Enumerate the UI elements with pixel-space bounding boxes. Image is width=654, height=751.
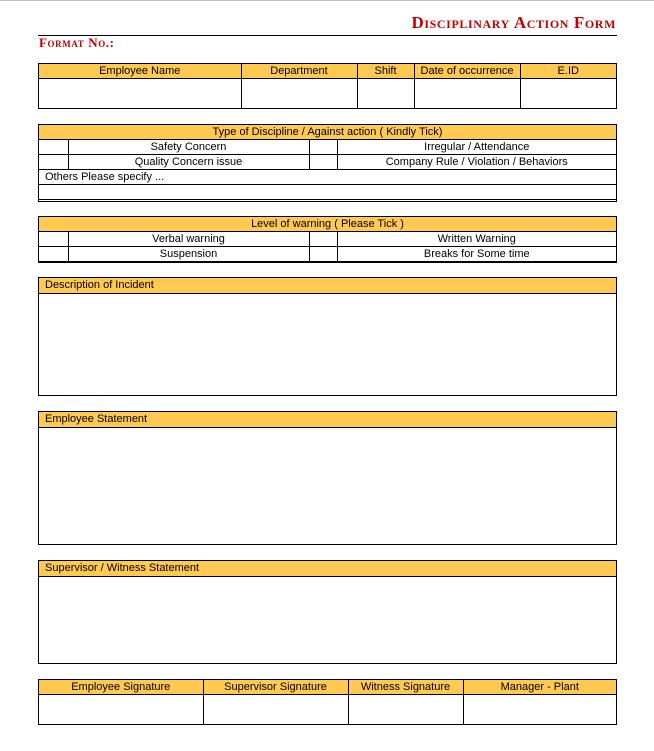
written-warning-label: Written Warning (337, 232, 616, 247)
manager-plant-header: Manager - Plant (463, 680, 616, 695)
irregular-attendance-checkbox[interactable] (309, 140, 337, 155)
supervisor-statement-section[interactable] (38, 560, 617, 664)
quality-concern-label: Quality Concern issue (68, 155, 309, 170)
shift-header: Shift (357, 64, 414, 79)
breaks-checkbox[interactable] (309, 247, 337, 262)
supervisor-statement-header: Supervisor / Witness Statement (39, 561, 616, 577)
employee-statement-section[interactable] (38, 411, 617, 545)
top-border-line (0, 0, 654, 1)
eid-field[interactable] (520, 79, 616, 109)
others-specify-label: Others Please specify ... (39, 170, 616, 185)
breaks-label: Breaks for Some time (337, 247, 616, 262)
written-warning-checkbox[interactable] (309, 232, 337, 247)
company-rule-label: Company Rule / Violation / Behaviors (337, 155, 616, 170)
verbal-warning-checkbox[interactable] (39, 232, 68, 247)
manager-plant-field[interactable] (463, 695, 616, 725)
safety-concern-label: Safety Concern (68, 140, 309, 155)
title-rule (38, 35, 617, 36)
employee-info-table (38, 63, 617, 109)
date-of-occurrence-field[interactable] (414, 79, 520, 109)
employee-name-header: Employee Name (39, 64, 241, 79)
date-of-occurrence-header: Date of occurrence (414, 64, 520, 79)
eid-header: E.ID (520, 64, 616, 79)
employee-name-field[interactable] (39, 79, 241, 109)
irregular-attendance-label: Irregular / Attendance (337, 140, 616, 155)
verbal-warning-label: Verbal warning (68, 232, 309, 247)
department-header: Department (241, 64, 357, 79)
format-number-label: Format No.: (39, 35, 115, 50)
discipline-type-header: Type of Discipline / Against action ( Kindly Tick) (39, 125, 616, 140)
suspension-checkbox[interactable] (39, 247, 68, 262)
incident-description-section[interactable] (38, 277, 617, 396)
department-field[interactable] (241, 79, 357, 109)
signature-table (38, 679, 617, 725)
employee-signature-header: Employee Signature (39, 680, 203, 695)
incident-description-header: Description of Incident (39, 278, 616, 294)
quality-concern-checkbox[interactable] (39, 155, 68, 170)
witness-signature-field[interactable] (348, 695, 463, 725)
warning-level-table (38, 216, 617, 263)
employee-signature-field[interactable] (39, 695, 203, 725)
others-specify-field[interactable] (39, 185, 616, 200)
safety-concern-checkbox[interactable] (39, 140, 68, 155)
warning-level-header: Level of warning ( Please Tick ) (39, 217, 616, 232)
company-rule-checkbox[interactable] (309, 155, 337, 170)
supervisor-signature-field[interactable] (203, 695, 348, 725)
form-title: Disciplinary Action Form (411, 13, 616, 32)
discipline-type-table (38, 124, 617, 202)
employee-statement-header: Employee Statement (39, 412, 616, 428)
suspension-label: Suspension (68, 247, 309, 262)
witness-signature-header: Witness Signature (348, 680, 463, 695)
shift-field[interactable] (357, 79, 414, 109)
supervisor-signature-header: Supervisor Signature (203, 680, 348, 695)
